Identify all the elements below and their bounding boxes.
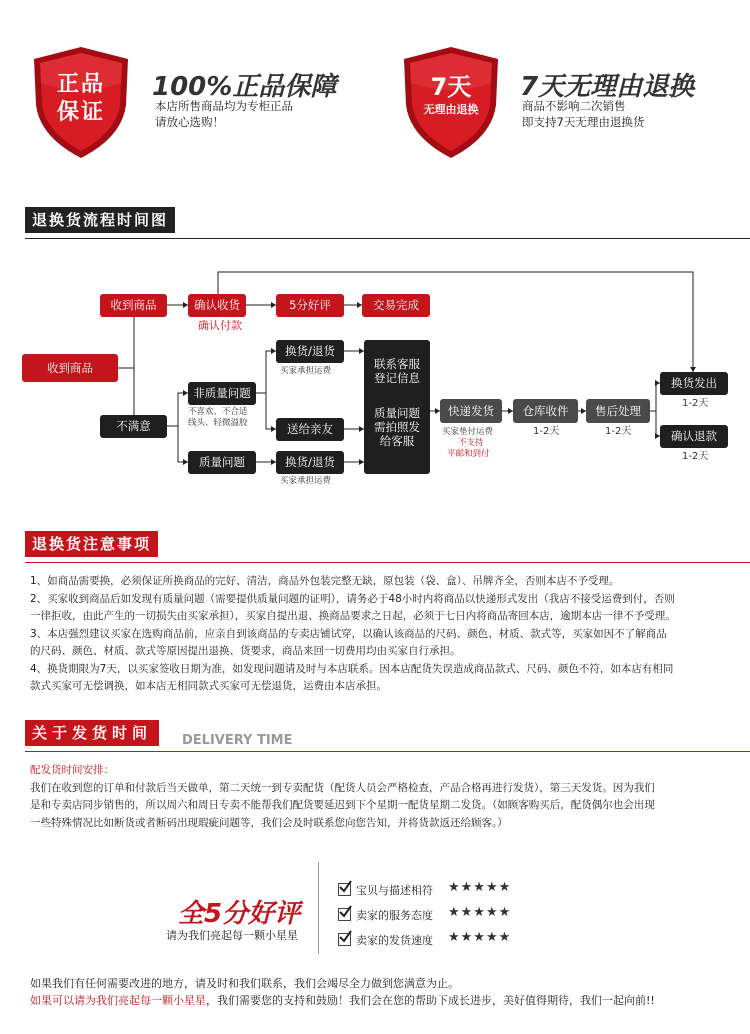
notes-line: 4、换货期限为7天，以买家签收日期为准，如发现问题请及时与本店联系。因本店配货失误造成商品款式、尺码、颜色不符，如本店有相同	[30, 662, 674, 675]
notes-line: 款式买家可无偿调换，如本店无相同款式买家可无偿退货，运费由本店承担。	[30, 680, 387, 692]
footer-line2-rest: ，我们需要您的支持和鼓励！我们会在您的帮助下成长进步，美好值得期待，我们一起向前!!	[206, 994, 655, 1007]
flow-confirm-refund-time: 1-2天	[682, 451, 709, 462]
flow-buyer-pays-top: 买家承担运费	[280, 366, 332, 376]
flow-gift-friend: 送给亲友	[276, 418, 344, 441]
flow-non-quality-note1: 不喜欢、不合适	[188, 407, 248, 417]
flow-contact-cs-2: 登记信息	[374, 371, 420, 385]
footer-line2	[30, 992, 655, 1008]
flow-unsatisfied: 不满意	[100, 415, 167, 438]
genuine-sub2: 请放心选购！	[155, 115, 224, 129]
delivery-text	[30, 762, 745, 832]
footer-line2-red: 如果可以请为我们亮起每一颗小星星	[30, 994, 206, 1007]
flow-express-note: 买家垫付运费	[442, 427, 494, 437]
checkbox-icon	[338, 883, 351, 896]
return7-title: 7天无理由退换	[520, 72, 695, 102]
notes-text	[30, 573, 745, 696]
delivery-line: 是和专卖店同步销售的，所以周六和周日专卖不能帮我们配货要延迟到下个星期一配货星期二发货。（如顾客购买后，配货偶尔也会出现	[30, 799, 655, 811]
delivery-subtitle: 配发货时间安排：	[30, 764, 114, 776]
flow-received-top: 收到商品	[100, 294, 167, 317]
flow-after-sale: 售后处理	[586, 399, 650, 423]
flow-deal-done: 交易完成	[362, 294, 430, 317]
rating-stars-icon: ★★★★★	[448, 880, 512, 895]
flow-non-quality-note2: 线头、轻微溢胶	[188, 418, 248, 428]
delivery-header-en: DELIVERY TIME	[182, 733, 293, 748]
flow-warehouse: 仓库收件	[513, 399, 578, 423]
notes-line: 一律拒收，由此产生的一切损失由买家承担），买家自提出退、换商品要求之日起，必须于七日内将商品寄回本店，逾期本店一律不予受理。	[30, 610, 676, 622]
flow-section-header: 退换货流程时间图	[25, 207, 175, 233]
flow-five-star: 5分好评	[276, 294, 344, 317]
footer-line1: 如果我们有任何需要改进的地方，请及时和我们联系，我们会竭尽全力做到您满意为止。	[30, 977, 459, 990]
flow-warehouse-time: 1-2天	[533, 426, 560, 437]
rating-divider	[318, 862, 319, 954]
rating-stars-icon: ★★★★★	[448, 905, 512, 920]
return7-sub1: 商品不影响二次销售	[522, 99, 626, 113]
shield-text-line1: 正品	[56, 72, 105, 97]
flow-non-quality: 非质量问题	[188, 382, 256, 405]
notes-section-header: 退换货注意事项	[25, 531, 158, 557]
shield-text-line2: 无理由退换	[423, 103, 479, 116]
flow-exchange-ship: 换货发出	[660, 372, 728, 395]
flow-contact-cs-box	[364, 340, 430, 474]
flow-quality-photo-3: 给客服	[379, 434, 415, 448]
delivery-line: 我们在收到您的订单和付款后当天做单，第二天统一到专卖配货（配货人员会严格检查，产品合格再进行发货），第三天发货。因为我们	[30, 781, 655, 794]
notes-line: 1、如商品需要换，必须保证所换商品的完好、清洁，商品外包装完整无缺，原包装（袋、盒）、吊牌齐全，否则本店不予受理。	[30, 575, 620, 587]
shield-text-line1: 7天	[430, 73, 472, 101]
delivery-section-header: 关于发货时间	[25, 720, 159, 746]
flow-confirm-refund: 确认退款	[660, 425, 728, 448]
delivery-line: 一些特殊情况比如断货或者断码出现瑕疵问题等，我们会及时联系您向您告知，并将货款返还给顾客。）	[30, 816, 508, 829]
flow-received-left: 收到商品	[22, 354, 118, 382]
notes-header-underline	[25, 562, 750, 563]
rating-subtitle: 请为我们亮起每一颗小星星	[166, 929, 298, 942]
flow-quality-photo-2: 需拍照发	[374, 420, 420, 434]
rating-title: 全5分好评	[178, 899, 301, 929]
return7-sub2: 即支持7天无理由退换货	[522, 115, 645, 129]
genuine-sub1: 本店所售商品均为专柜正品	[155, 99, 293, 113]
notes-line: 的尺码、颜色、材质、款式等原因提出退换、货要求，商品来回一切费用均由买家自行承担。	[30, 645, 461, 657]
checkbox-icon	[338, 908, 351, 921]
flow-after-sale-time: 1-2天	[605, 426, 632, 437]
flow-confirm-receipt: 确认收货	[188, 294, 246, 317]
rating-item-label: 卖家的服务态度	[356, 909, 433, 922]
flow-express-red2: 平邮和到付	[447, 449, 490, 459]
checkbox-icon	[338, 933, 351, 946]
rating-stars-icon: ★★★★★	[448, 930, 512, 945]
notes-line: 2、买家收到商品后如发现有质量问题（需要提供质量问题的证明），请务必于48小时内将商品以快递形式发出（我店不接受运费到付，否则	[30, 592, 675, 605]
flow-buyer-pays-bottom: 买家承担运费	[280, 476, 332, 486]
flow-confirm-payment: 确认付款	[198, 319, 242, 332]
rating-item-label: 卖家的发货速度	[356, 934, 433, 947]
flow-express-red1: 不支持	[458, 438, 484, 448]
flow-contact-cs-1: 联系客服	[374, 357, 420, 371]
rating-item-label: 宝贝与描述相符	[356, 884, 433, 897]
rating-item	[338, 907, 433, 923]
flow-quality: 质量问题	[188, 451, 256, 474]
flow-exchange-ship-time: 1-2天	[682, 398, 709, 409]
flow-quality-photo-1: 质量问题	[374, 406, 420, 420]
flow-exchange-return-top: 换货/退货	[276, 340, 344, 363]
flow-exchange-return-bottom: 换货/退货	[276, 451, 344, 474]
genuine-title: 100%正品保障	[152, 72, 337, 102]
notes-line: 3、本店强烈建议买家在选购商品前，应亲自到该商品的专卖店铺试穿，以确认该商品的尺码、颜色、材质、款式等，买家如因不了解商品	[30, 627, 667, 640]
rating-item	[338, 882, 433, 898]
shield-text-line2: 保证	[56, 100, 105, 125]
flow-express: 快递发货	[440, 399, 502, 423]
rating-item	[338, 932, 433, 948]
delivery-header-underline	[25, 751, 750, 752]
